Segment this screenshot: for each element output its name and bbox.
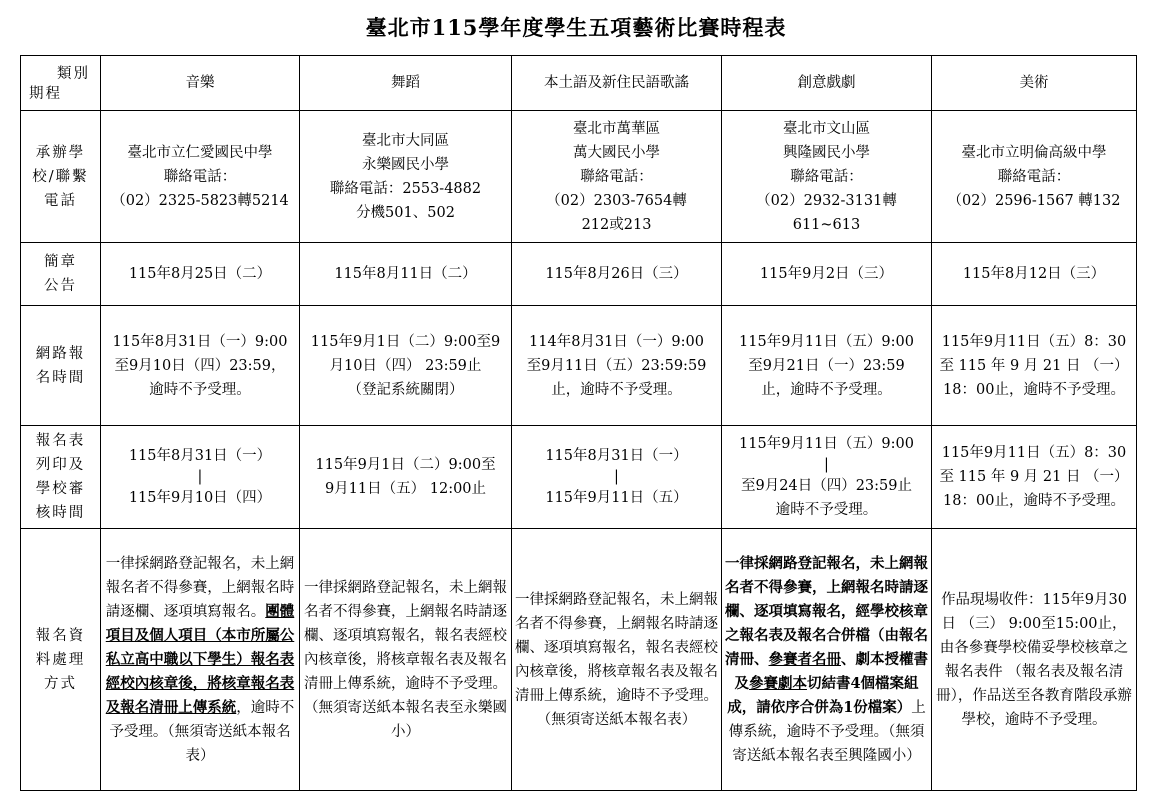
print-dance: 115年9月1日（二）9:00至 9月11日（五） 12:00止 bbox=[300, 426, 512, 529]
header-row bbox=[21, 56, 1137, 111]
column-header-art: 美術 bbox=[932, 56, 1137, 111]
process-dance: 一律採網路登記報名，未上網報名者不得參賽，上網報名時請逐欄、逐項填寫報名，報名表經校內核章後，將核章報名表及報名清冊上傳系統，逾時不予受理。（無須寄送紙本報名表至永樂國小） bbox=[300, 529, 512, 791]
print-drama: 115年9月11日（五）9:00 | 至9月24日（四）23:59止 逾時不予受理。 bbox=[722, 426, 932, 529]
signup-dance: 115年9月1日（二）9:00至9 月10日（四） 23:59止 （登記系統關閉） bbox=[300, 306, 512, 426]
process-music: 一律採網路登記報名，未上網報名者不得參賽，上網報名時請逐欄、逐項填寫報名。團體項目及個人項目（本市所屬公私立高中職以下學生）報名表經校內核章後，將核章報名表及報名清冊上傳系統，逾時不予受理。（無須寄送紙本報名表） bbox=[101, 529, 300, 791]
announce-music: 115年8月25日（二） bbox=[101, 243, 300, 306]
print-folk-song: 115年8月31日（一） | 115年9月11日（五） bbox=[512, 426, 722, 529]
schedule-table bbox=[20, 55, 1137, 791]
host-dance: 臺北市大同區 永樂國民小學 聯絡電話：2553-4882 分機501、502 bbox=[300, 111, 512, 243]
process-art: 作品現場收件：115年9月30日 （三） 9:00至15:00止，由各參賽學校備妥學校核章之報名表件 （報名表及報名清冊），作品送至各教育階段承辦學校，逾時不予受理。 bbox=[932, 529, 1137, 791]
process-row bbox=[21, 529, 1137, 791]
announce-row bbox=[21, 243, 1137, 306]
signup-music: 115年8月31日（一）9:00 至9月10日（四）23:59， 逾時不予受理。 bbox=[101, 306, 300, 426]
print-music: 115年8月31日（一） | 115年9月10日（四） bbox=[101, 426, 300, 529]
signup-row bbox=[21, 306, 1137, 426]
signup-folk-song: 114年8月31日（一）9:00 至9月11日（五）23:59:59 止，逾時不予受理。 bbox=[512, 306, 722, 426]
host-drama: 臺北市文山區 興隆國民小學 聯絡電話： （02）2932-3131轉 611~613 bbox=[722, 111, 932, 243]
corner-period-label: 期程 bbox=[29, 86, 62, 102]
announce-drama: 115年9月2日（三） bbox=[722, 243, 932, 306]
row-label-announce: 簡章 公告 bbox=[21, 243, 101, 306]
row-label-signup: 網路報 名時間 bbox=[21, 306, 101, 426]
process-drama: 一律採網路登記報名，未上網報名者不得參賽，上網報名時請逐欄、逐項填寫報名，經學校核章之報名表及報名合併檔（由報名清冊、參賽者名冊、劇本授權書及參賽劇本切結書4個檔案組成，請依序合併為1份檔案）上傳系統，逾時不予受理。（無須寄送紙本報名表至興隆國小） bbox=[722, 529, 932, 791]
page-title: 臺北市115學年度學生五項藝術比賽時程表 bbox=[365, 15, 787, 40]
host-folk-song: 臺北市萬華區 萬大國民小學 聯絡電話： （02）2303-7654轉 212或213 bbox=[512, 111, 722, 243]
column-header-music: 音樂 bbox=[101, 56, 300, 111]
column-header-drama: 創意戲劇 bbox=[722, 56, 932, 111]
print-row bbox=[21, 426, 1137, 529]
process-folk-song: 一律採網路登記報名，未上網報名者不得參賽，上網報名時請逐欄、逐項填寫報名，報名表經校內核章後，將核章報名表及報名清冊上傳系統，逾時不予受理。（無須寄送紙本報名表） bbox=[512, 529, 722, 791]
column-header-folk-song: 本土語及新住民語歌謠 bbox=[512, 56, 722, 111]
row-label-host: 承辦學 校/聯繫 電話 bbox=[21, 111, 101, 243]
announce-folk-song: 115年8月26日（三） bbox=[512, 243, 722, 306]
row-label-process: 報名資 料處理 方式 bbox=[21, 529, 101, 791]
column-header-dance: 舞蹈 bbox=[300, 56, 512, 111]
corner-category-label: 類別 bbox=[57, 66, 90, 82]
host-music: 臺北市立仁愛國民中學 聯絡電話： （02）2325-5823轉5214 bbox=[101, 111, 300, 243]
corner-cell bbox=[21, 56, 101, 111]
signup-drama: 115年9月11日（五）9:00 至9月21日（一）23:59 止，逾時不予受理。 bbox=[722, 306, 932, 426]
print-art: 115年9月11日（五）8：30至 115 年 9 月 21 日 （一） 18：00止，逾時不予受理。 bbox=[932, 426, 1137, 529]
host-art: 臺北市立明倫高級中學 聯絡電話： （02）2596-1567 轉132 bbox=[932, 111, 1137, 243]
row-label-print: 報名表 列印及 學校審 核時間 bbox=[21, 426, 101, 529]
host-row bbox=[21, 111, 1137, 243]
signup-art: 115年9月11日（五）8：30至 115 年 9 月 21 日 （一） 18：00止，逾時不予受理。 bbox=[932, 306, 1137, 426]
announce-art: 115年8月12日（三） bbox=[932, 243, 1137, 306]
announce-dance: 115年8月11日（二） bbox=[300, 243, 512, 306]
